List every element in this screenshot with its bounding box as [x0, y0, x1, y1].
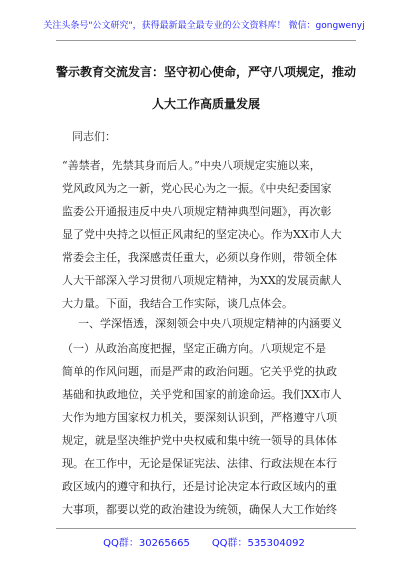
paragraph-2-line: 政区域内的遵守和执行，还是讨论决定本行政区域内的重	[62, 480, 337, 493]
paragraph-2-line: 大作为地方国家权力机关，要深刻认识到，严格遵守八项	[62, 411, 337, 424]
paragraph-2-line: （一）从政治高度把握，坚定正确方向。八项规定不是	[62, 342, 326, 355]
promo-banner: 关注头条号"公文研究"，获得最新最全最专业的公文资料库！ 微信：gongwenyj	[43, 21, 365, 31]
paragraph-1-line: 大力量。下面，我结合工作实际，谈几点体会。	[62, 297, 293, 310]
qq-group-1: QQ群：30265665	[103, 538, 190, 549]
paragraph-2-line: 基础和执政地位，关乎党和国家的前途命运。我们XX市人	[62, 388, 342, 401]
paragraph-1-line: 显了党中央持之以恒正风肃纪的坚定决心。作为XX市人大	[62, 228, 342, 241]
paragraph-1-line: 监委公开通报违反中央八项规定精神典型问题》，再次彰	[62, 205, 332, 218]
paragraph-1-line: 党风政风为之一新，党心民心为之一振。《中央纪委国家	[62, 182, 332, 195]
paragraph-2-line: 规定，就是坚决维护党中央权威和集中统一领导的具体体	[62, 434, 337, 447]
paragraph-1-line: 人大干部深入学习贯彻八项规定精神，为XX的发展贡献人	[62, 274, 342, 287]
section-heading: 一、学深悟透，深刻领会中央八项规定精神的内涵要义	[78, 317, 342, 330]
header-divider	[56, 40, 356, 41]
paragraph-1-line: “善禁者，先禁其身而后人。”中央八项规定实施以来，	[62, 159, 321, 172]
qq-group-2: QQ群：535304092	[211, 538, 305, 549]
paragraph-1-line: 常委会主任，我深感责任重大，必须以身作则，带领全体	[62, 251, 337, 264]
paragraph-2-line: 大事项，都要以党的政治建设为统领，确保人大工作始终	[62, 503, 337, 516]
footer-divider	[56, 528, 356, 529]
paragraph-2-line: 现。在工作中，无论是保证宪法、法律、行政法规在本行	[62, 457, 337, 470]
paragraph-2-line: 简单的作风问题，而是严肃的政治问题。它关乎党的执政	[62, 365, 337, 378]
salutation: 同志们：	[72, 130, 116, 143]
document-title-line-1: 警示教育交流发言：坚守初心使命，严守八项规定，推动	[56, 65, 357, 79]
document-title-line-2: 人大工作高质量发展	[151, 97, 260, 111]
footer-contact	[0, 534, 408, 549]
